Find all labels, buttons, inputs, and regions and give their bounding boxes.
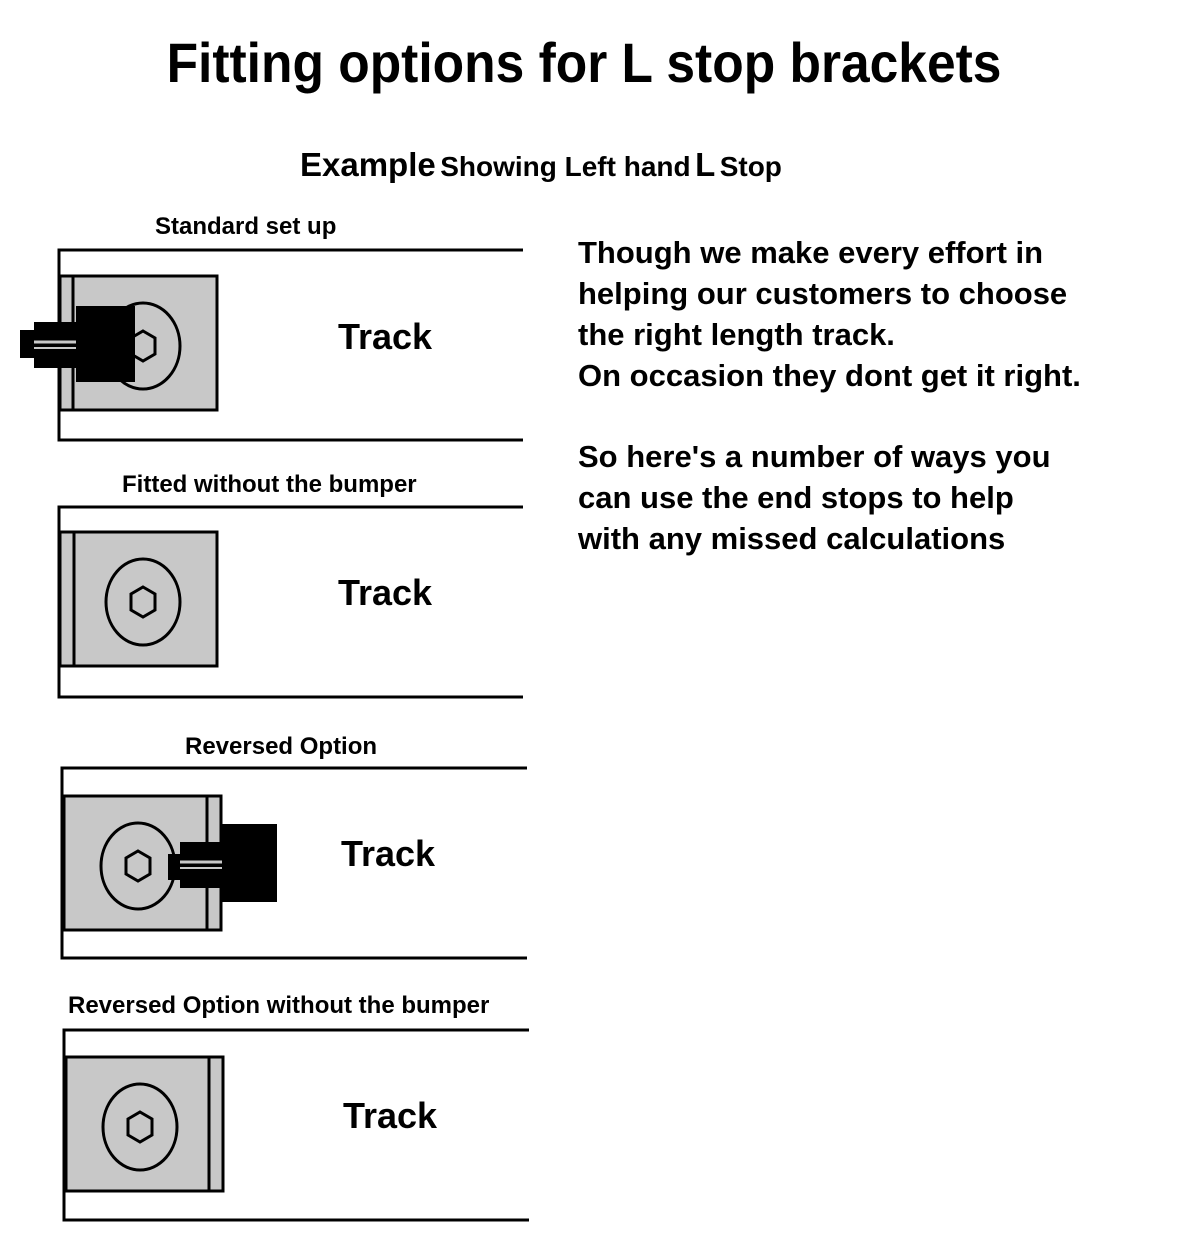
- bumper-tip: [168, 854, 182, 880]
- diagram-label-no-bumper: Fitted without the bumper: [122, 471, 417, 498]
- track-label: Track: [341, 833, 436, 874]
- track-label: Track: [338, 316, 433, 357]
- diagram-no-bumper: [59, 507, 523, 697]
- diagram-label-standard: Standard set up: [155, 213, 337, 240]
- intro-line: the right length track.: [578, 317, 895, 352]
- intro-line: can use the end stops to help: [578, 480, 1014, 515]
- intro-line: with any missed calculations: [578, 521, 1006, 556]
- diagram-label-reversed-no-bumper: Reversed Option without the bumper: [68, 992, 490, 1019]
- bumper: [222, 824, 277, 902]
- intro-line: Though we make every effort in: [578, 235, 1044, 270]
- diagram-standard: [20, 250, 523, 440]
- bumper-stem: [34, 322, 76, 368]
- diagram-reversed: [62, 768, 527, 958]
- subtitle-showing: Showing Left hand: [440, 151, 691, 182]
- subtitle-l: L: [695, 146, 716, 183]
- intro-line: helping our customers to choose: [578, 276, 1068, 311]
- diagram-label-reversed: Reversed Option: [185, 733, 378, 760]
- diagram-reversed-no-bumper: [64, 1030, 529, 1220]
- bumper-tip: [20, 330, 36, 358]
- intro-line: On occasion they dont get it right.: [578, 358, 1081, 393]
- track-label: Track: [343, 1095, 438, 1136]
- page-title: Fitting options for L stop brackets: [166, 31, 1002, 94]
- track-label: Track: [338, 572, 433, 613]
- bumper: [76, 306, 135, 382]
- bumper-stem: [180, 842, 228, 888]
- intro-line: So here's a number of ways you: [578, 439, 1051, 474]
- subtitle-stop: Stop: [719, 151, 782, 182]
- subtitle-example: Example: [300, 146, 436, 183]
